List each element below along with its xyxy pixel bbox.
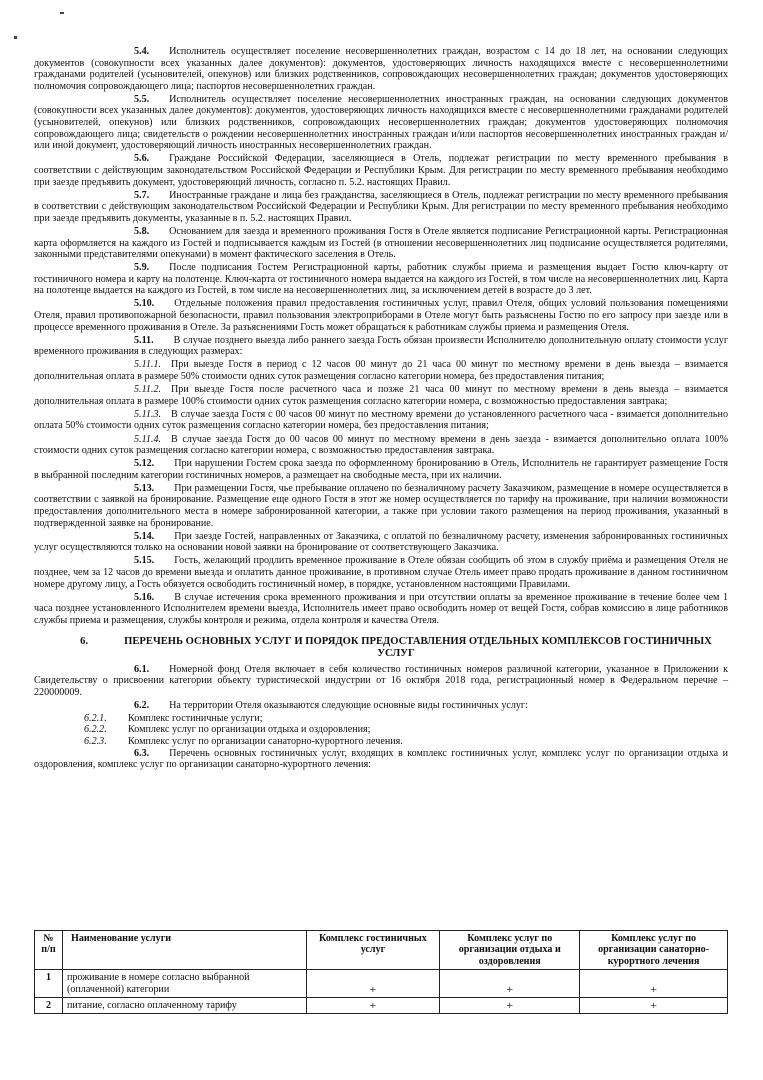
- paragraph-number: 6.2.2.: [84, 724, 107, 736]
- paragraph-number: 5.11.1.: [134, 359, 162, 371]
- paragraph-text: Комплекс гостиничные услуги;: [128, 712, 263, 724]
- document-body: [34, 46, 728, 772]
- paragraph-number: 5.11.4.: [134, 433, 162, 445]
- table-body: [35, 970, 728, 1014]
- scan-mark: [14, 36, 17, 39]
- paragraph-5-11: [34, 335, 728, 358]
- paragraph-number: 5.4.: [134, 46, 150, 57]
- row-sanatorium-mark: +: [580, 970, 728, 998]
- paragraph-6-2-3: [34, 736, 728, 748]
- paragraph-text: Комплекс услуг по организации санаторно-курортного лечения.: [128, 736, 403, 748]
- row-rest-mark: +: [440, 970, 580, 998]
- scan-mark: [60, 12, 64, 14]
- section-5-paragraphs-continued: [34, 458, 728, 626]
- table-row: [35, 970, 728, 998]
- paragraph-text: Исполнитель осуществляет поселение несовершеннолетних граждан, возрастом с 14 до 18 лет, на основании следующих документов (совокупности всех указанных далее документов): документов, удостоверяющих личность находящихся вместе с несовершеннолетними гражданами родителей (усыновителей, опекунов) или близких родственников, сопровождающих несовершеннолетних граждан; документов удостоверяющих полномочия сопровождающего лица; паспортов несовершеннолетних граждан.: [34, 46, 728, 92]
- header-service-name: Наименование услуги: [62, 931, 306, 970]
- paragraph-number: 6.2.3.: [84, 736, 107, 748]
- row-number: 2: [35, 998, 63, 1014]
- paragraph-6-3: 6.3. Перечень основных гостиничных услуг, входящих в комплекс гостиничных услуг, комплекс услуг по организации отдыха и оздоровления, комплекс услуг по организации санаторно-курортного лечения:: [34, 747, 728, 771]
- paragraph-number: 5.15.: [134, 555, 155, 567]
- row-sanatorium-mark: +: [580, 998, 728, 1014]
- table-header-row: [35, 931, 728, 970]
- row-hotel-mark: +: [306, 970, 440, 998]
- paragraph-number: 5.6.: [134, 153, 150, 165]
- paragraph-text: При выезде Гостя после расчетного часа и позже 21 часа 00 минут по местному времени в день выезда – взимается дополнительная оплата в размере 100% стоимости одних суток размещения согласно категории номера, с возможностью предоставления завтрака;: [34, 384, 728, 407]
- paragraph-5-9: [34, 262, 728, 297]
- paragraph-text: Отдельные положения правил предоставления гостиничных услуг, правил Отеля, общих условий пользования помещениями Отеля, правил противопожарной безопасности, правил пользования электроприборами в Отеле могут быть разъяснены Гостю по его запросу при заезде или в процессе временного проживания в Отеле. За разъяснениями Гость может обращаться к работникам службы приема и размещения Отеля.: [34, 298, 728, 333]
- paragraph-number: 6.2.1.: [84, 712, 107, 724]
- paragraph-text: В случае заезда Гостя до 00 часов 00 минут по местному времени в день заезда - взимается дополнительно оплата 100% стоимости одних суток размещения согласно категории номера, с возможностью предоставления завтрака.: [34, 433, 728, 457]
- paragraph-number: 5.9.: [134, 262, 150, 274]
- table-row: [35, 998, 728, 1014]
- paragraph-5-15: [34, 555, 728, 590]
- section-number: 6.: [80, 635, 89, 647]
- paragraph-text: Граждане Российской Федерации, заселяющиеся в Отель, подлежат регистрации по месту временного пребывания в соответствии с действующим законодательством Российской Федерации и Республики Крым. Для регистрации по месту временного пребывания необходимо при заезде предъявить документ, удостоверяющий личность, согласно п. 5.2. настоящих Правил.: [34, 153, 728, 188]
- paragraph-5-11-1: [34, 359, 728, 382]
- paragraph-number: 5.8.: [134, 225, 150, 237]
- paragraph-text: Основанием для заезда и временного проживания Гостя в Отеле является подписание Регистрационной карты. Регистрационная карта оформляется на каждого из Гостей и подписывается каждым из Гостей (в отношении несовершеннолетних лиц подписание осуществляется родителями, законными представителями опекунами) в момент фактического заселения в Отель.: [34, 225, 728, 261]
- section-6-heading: [34, 636, 728, 660]
- paragraph-5-14: [34, 531, 728, 554]
- paragraph-number: 5.10.: [134, 298, 155, 310]
- header-rest-services: Комплекс услуг по организации отдыха и оздоровления: [440, 931, 580, 970]
- paragraph-text: В случае позднего выезда либо раннего заезда Гость обязан произвести Исполнителю дополнительную оплату стоимости услуг временного проживания в следующих размерах:: [34, 334, 728, 358]
- paragraph-number: 5.12.: [134, 458, 155, 470]
- paragraph-6-2-2: [34, 724, 728, 736]
- paragraph-5-11-3: [34, 409, 728, 432]
- row-service-name: проживание в номере согласно выбранной (оплаченной) категории: [62, 970, 306, 998]
- paragraph-5-13: [34, 483, 728, 529]
- paragraph-5-10: [34, 298, 728, 333]
- paragraph-5-5: [34, 94, 728, 152]
- row-rest-mark: +: [440, 998, 580, 1014]
- row-service-name: питание, согласно оплаченному тарифу: [62, 998, 306, 1014]
- header-sanatorium-services: Комплекс услуг по организации санаторно-курортного лечения: [580, 931, 728, 970]
- paragraph-text: Исполнитель осуществляет поселение несовершеннолетних иностранных граждан, на основании следующих документов (совокупности всех указанных далее документов): документов, удостоверяющих личность находящихся вместе с несовершеннолетними гражданами родителей (усыновителей, опекунов) или близких родственников, сопровождающих несовершеннолетних граждан; документов удостоверяющих полномочия сопровождающего лица; свидетельств о рождении несовершеннолетних иностранных граждан и/или паспортов несовершеннолетних иностранных граждан и/или иной документ, удостоверяющий личность иностранных несовершеннолетних граждан.: [34, 93, 728, 152]
- paragraph-5-12: [34, 458, 728, 481]
- header-hotel-services: Комплекс гостиничных услуг: [306, 931, 440, 970]
- paragraph-6-1: 6.1. Номерной фонд Отеля включает в себя количество гостиничных номеров различной категории, указанное в Приложении к Свидетельству о присвоении категории объекту туристической индустрии от 16 октября 2018 года, регистрационный номер в Федеральном перечне – 220000009.: [34, 663, 728, 698]
- paragraph-5-11-2: [34, 384, 728, 407]
- paragraph-number: 5.5.: [134, 93, 150, 105]
- paragraph-number: 5.11.3.: [134, 408, 162, 420]
- paragraph-text: В случае истечения срока временного проживания и при отсутствии оплаты за временное проживание в течение более чем 1 часа позднее установленного Исполнителем времени выезда, Исполнитель имеет право освободить номер от вещей Гостя, собрав комиссию в лице работников службы приема и размещения, службы контроля и режима, отдела контроля и качества Отеля.: [34, 591, 728, 626]
- header-number: № п/п: [35, 931, 63, 970]
- paragraph-5-16: [34, 592, 728, 627]
- row-number: 1: [35, 970, 63, 998]
- paragraph-5-7: [34, 190, 728, 225]
- section-title: ПЕРЕЧЕНЬ ОСНОВНЫХ УСЛУГ И ПОРЯДОК ПРЕДОСТАВЛЕНИЯ ОТДЕЛЬНЫХ КОМПЛЕКСОВ ГОСТИНИЧНЫХ УСЛУГ: [124, 635, 712, 659]
- paragraph-5-11-4: [34, 434, 728, 457]
- paragraph-6-2-1: [34, 713, 728, 725]
- paragraph-6-2: 6.2. На территории Отеля оказываются следующие основные виды гостиничных услуг:: [134, 699, 528, 711]
- paragraph-number: 5.7.: [134, 189, 150, 201]
- section-5-11-subitems: [34, 359, 728, 456]
- paragraph-text: Комплекс услуг по организации отдыха и оздоровления;: [128, 724, 371, 736]
- paragraph-text: При заезде Гостей, направленных от Заказчика, с оплатой по безналичному расчету, изменения забронированных гостиничных услуг осуществляются только на основании новой заявки на бронирование от соответствующего Заказчика.: [34, 530, 728, 554]
- paragraph-text: Гость, желающий продлить временное проживание в Отеле обязан сообщить об этом в службу приёма и размещения Отеля не позднее, чем за 12 часов до времени выезда и оплатить данное проживание, в противном случае Отель имеет право продать проживание в данном гостиничном номере другому лицу, а Гость обязуется освободить гостиничный номер, в порядке, установленном настоящими Правилами.: [34, 555, 728, 590]
- paragraph-text: При размещении Гостя, чье пребывание оплачено по безналичному расчету Заказчиком, размещение в номере осуществляется в соответствии с заявкой на бронирование. Размещение еще одного Гостя в этот же номер осуществляется по тарифу на проживание, при наличии возможности предоставления дополнительного места в номере забронированной категории, а также при условии такого размещения на период проживания, указанный в подтвержденной заявке на бронирование.: [34, 482, 728, 529]
- paragraph-number: 5.16.: [134, 591, 155, 603]
- row-hotel-mark: +: [306, 998, 440, 1014]
- paragraph-5-6: [34, 153, 728, 188]
- paragraph-text: После подписания Гостем Регистрационной карты, работник службы приема и размещения выдает Гостю ключ-карту от гостиничного номера и карту на полотенце. Ключ-карта от гостиничного номера выдается на каждого из Гостей, в том числе на несовершеннолетних лиц. Карта на полотенце выдается на каждого из Гостей, в том числе на несовершеннолетних лиц, за исключением детей в возрасте до 3 лет.: [34, 262, 728, 297]
- paragraph-number: 5.11.: [134, 334, 154, 346]
- paragraph-5-8: [34, 226, 728, 261]
- paragraph-text: При выезде Гостя в период с 12 часов 00 минут до 21 часа 00 минут по местному времени в день выезда – взимается дополнительная оплата в размере 50% стоимости одних суток размещения согласно категории номера, без предоставления питания;: [34, 359, 728, 383]
- list-6-2: [34, 713, 728, 748]
- paragraph-number: 5.11.2.: [134, 384, 162, 396]
- paragraph-text: В случае заезда Гостя с 00 часов 00 минут по местному времени до установленного расчетного часа - взимается дополнительно оплата 50% стоимости одних суток размещения согласно категории номера, без предоставления питания;: [34, 408, 728, 432]
- section-5-paragraphs: [34, 46, 728, 358]
- paragraph-number: 5.14.: [134, 530, 155, 542]
- paragraph-text: Иностранные граждане и лица без гражданства, заселяющиеся в Отель, подлежат регистрации по месту временного пребывания в соответствии с действующим законодательством Российской Федерации и Республики Крым. Для регистрации по месту временного пребывания необходимо при заезде предъявить документы, указанные в п. 5.2. настоящих Правил.: [34, 189, 728, 224]
- paragraph-text: При нарушении Гостем срока заезда по оформленному бронированию в Отель, Исполнитель не гарантирует размещение Гостя в выбранной последним категории гостиничных номеров, а размещает на свободные места, при их наличии.: [34, 458, 728, 481]
- paragraph-5-4: [34, 46, 728, 92]
- services-table: [34, 930, 728, 1014]
- paragraph-number: 5.13.: [134, 482, 155, 494]
